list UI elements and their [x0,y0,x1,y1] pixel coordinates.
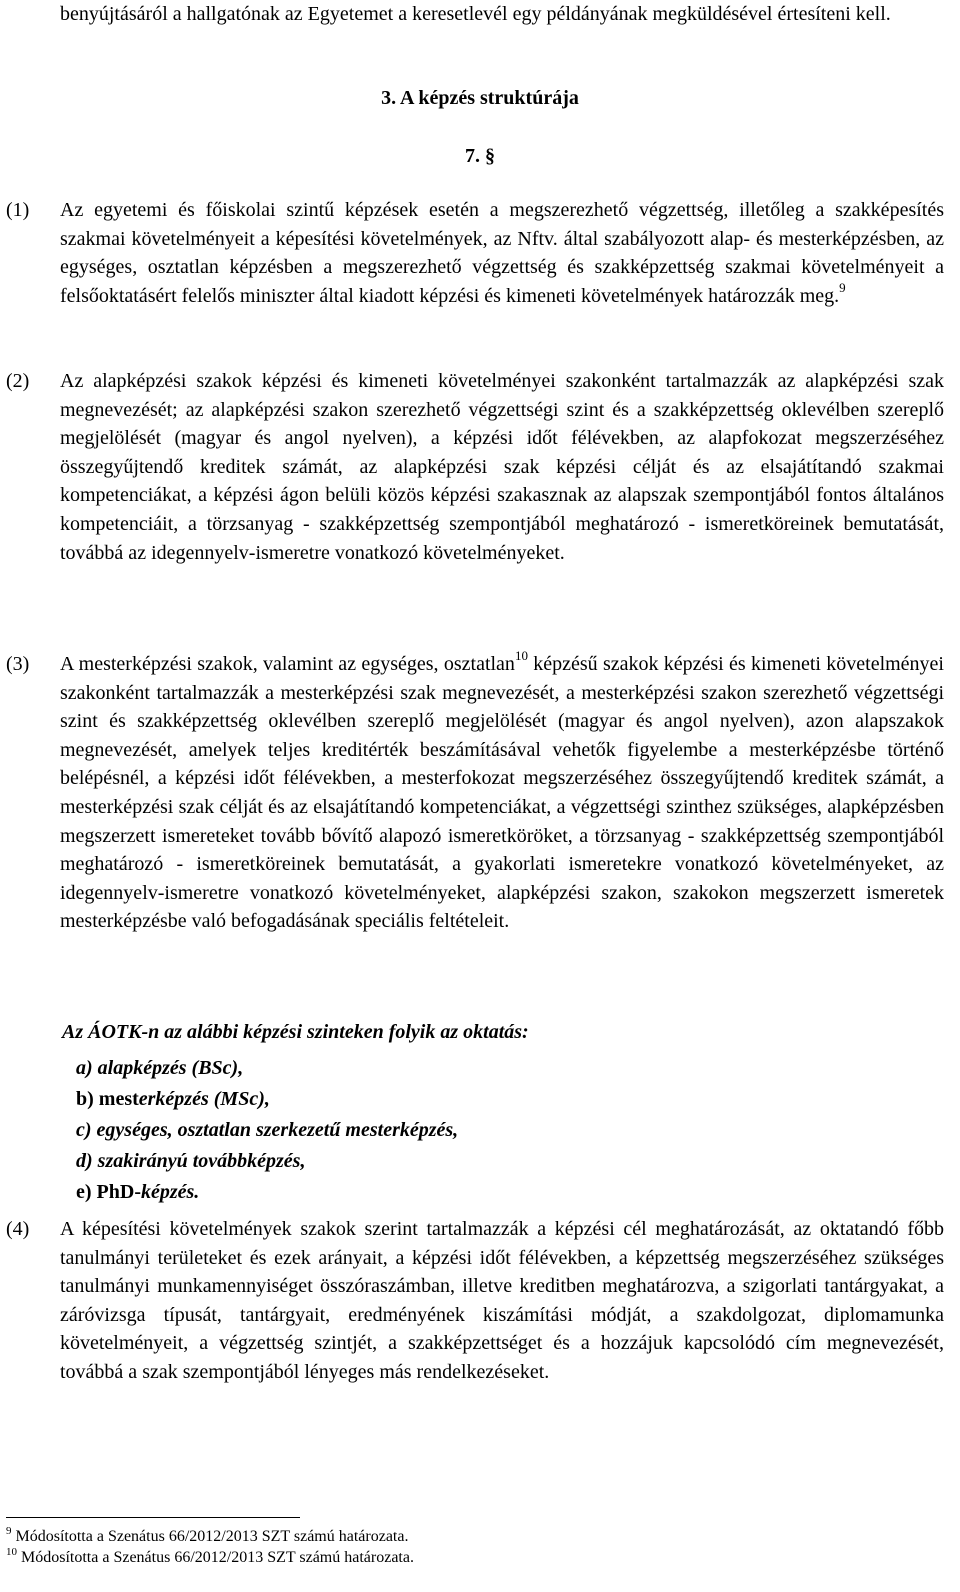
paragraph-text: A mesterképzési szakok, valamint az egységes, osztatlan$^{10}$ képzésű szakok képzési és kimeneti követelményei szakonként tartalmazzák a mesterképzési szak megnevezését, a mesterképzési szakon szerezhető végzettségi szint és szakképzettség oklevélben szereplő megjelölését (magyar és angol nyelven), azon alapszakok megnevezését, amelyek teljes kreditérték beszámításával vehetők figyelembe a mesterképzésbe történő belépésnél, a képzési időt félévekben, a mesterfokozat megszerzéséhez összegyűjtendő kreditek számát, a mesterképzési szak célját és az elsajátítandó kompetenciákat, a végzettségi szinthez szükséges, alapképzésben megszerzett ismereteket tovább bővítő alapozó ismeretköröket, a törzsanyag - szakképzettség szempontjából meghatározó - ismeretköreinek bemutatását, a gyakorlati ismeretekre vonatkozó követelményeket, az idegennyelv-ismeretre vonatkozó követelményeket, alapképzési szakon, szakokon megszerzett ismeretek mesterképzésbe való befogadásának speciális feltételeit. [60,648,944,933]
footnote-mark: 10 [6,1545,17,1558]
paragraph-text: A képesítési követelmények szakok szerint tartalmazzák a képzési cél meghatározását, az oktatandó főbb tanulmányi területeket és ezek arányait, a képzési időt félévekben, a képzettség megszerzéséhez szükséges tanulmányi munkamennyiséget összóraszámban, illetve kreditben meghatározva, a szigorlati tantárgyakat, a záróvizsga típusát, tantárgyait, eredményének kiszámítási módját, a szakdolgozat, diplomamunka követelményeit, a végzettség szintjét, a szakképzettséget és a hozzájuk kapcsolódó cím megnevezését, továbbá a szak szempontjából lényeges más rendelkezéseket. [60,1218,944,1383]
section-title: 3. A képzés struktúrája [381,87,579,109]
paragraph-number: (2) [6,370,30,392]
paragraph-number: (4) [6,1218,30,1240]
footnote-ref: 10 [514,648,528,664]
list-item: a) alapképzés (BSc), [76,1056,244,1079]
paragraph-number: (3) [6,653,30,675]
paragraph-2 [6,367,944,567]
intro-paragraph: benyújtásáról a hallgatónak az Egyetemet a keresetlevél egy példányának megküldésével értesíteni kell. [60,3,891,25]
list-item: c) egységes, osztatlan szerkezetű mesterképzés, [76,1118,459,1141]
footnote: $^9$ Módosította a Szenátus 66/2012/2013 SZT számú határozata. [6,1524,409,1545]
training-levels-list [62,1018,942,1208]
article-number: 7. § [465,145,495,167]
paragraph-3 [6,650,944,936]
paragraph-text: Az alapképzési szakok képzési és kimeneti követelményei szakonként tartalmazzák az alapképzési szak megnevezését; az alapképzési szakon szerezhető végzettségi szint és a szakképzettség oklevélben szereplő megjelölését (magyar és angol nyelven), a képzési időt félévekben, az alapfokozat megszerzéséhez összegyűjtendő kreditek számát, az alapképzési szak képzési célját és az elsajátítandó szakmai kompetenciákat, a képzési ágon belüli közös képzési szakasznak az alapszak szempontjából fontos általános kompetenciáit, a törzsanyag - szakképzettség szempontjából meghatározó - ismeretköreinek bemutatását, továbbá az idegennyelv-ismeretre vonatkozó követelményeket. [60,370,944,564]
list-item: e) PhD-képzés. [76,1180,200,1203]
footnote: $^{10}$ Módosította a Szenátus 66/2012/2013 SZT számú határozata. [6,1545,414,1566]
list-heading: Az ÁOTK-n az alábbi képzési szinteken folyik az oktatás: [62,1021,529,1043]
footnote-mark: 9 [6,1524,12,1537]
footnote-ref: 9 [839,280,846,296]
paragraph-number: (1) [6,199,30,221]
paragraph-text: Az egyetemi és főiskolai szintű képzések esetén a megszerezhető végzettség, illetőleg a szakképesítés szakmai követelményeit a képesítési követelmények, az Nftv. által szabályozott alap- és mesterképzésben, az egységes, osztatlan képzésben a megszerezhető végzettség és szakképzettség szakmai követelményeit a felsőoktatásért felelős miniszter által kiadott képzési és kimeneti követelmények határozzák meg.$^9$ [60,199,944,307]
paragraph-1 [6,196,944,310]
list-item: b) mesterképzés (MSc), [76,1087,270,1110]
paragraph-4 [6,1215,944,1387]
footnote-separator [6,1517,300,1518]
list-item: d) szakirányú továbbképzés, [76,1149,306,1172]
